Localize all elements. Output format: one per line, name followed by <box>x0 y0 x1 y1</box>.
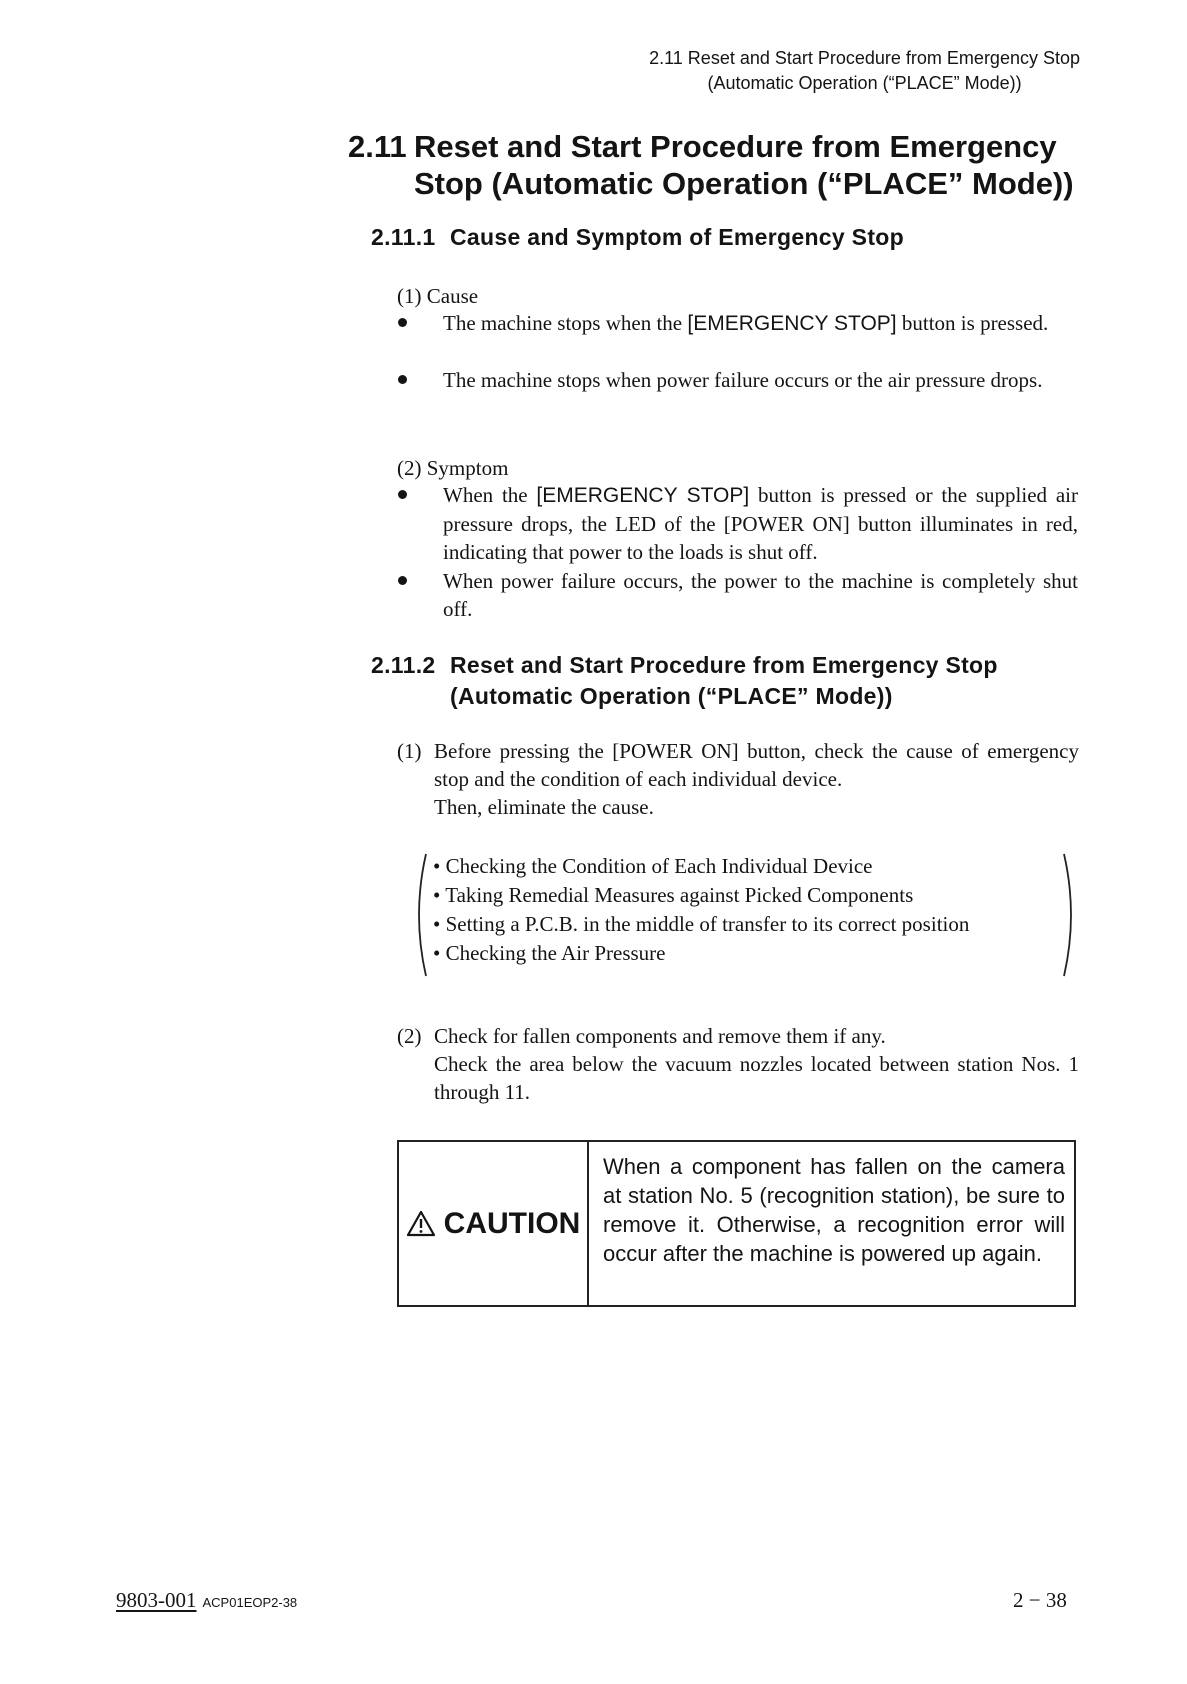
warning-triangle-icon <box>406 1210 436 1237</box>
left-bracket-icon <box>410 852 434 978</box>
emergency-stop-key: [EMERGENCY STOP] <box>536 484 750 507</box>
subsection-number-2: 2.11.2 <box>371 652 436 678</box>
running-header-line1: 2.11 Reset and Start Procedure from Emergency Stop <box>649 48 1080 68</box>
checklist-item: • Taking Remedial Measures against Picked Components <box>433 883 914 907</box>
running-header-line2: (Automatic Operation (“PLACE” Mode)) <box>707 73 1022 93</box>
subsection-title-2 <box>371 650 998 712</box>
checklist <box>410 852 1082 978</box>
cause-bullet-2: The machine stops when power failure occurs or the air pressure drops. <box>418 366 1078 394</box>
caution-text: When a component has fallen on the camera at station No. 5 (recognition station), be sure to remove it. Otherwise, a recognition error will occur after the machine is powered up again. <box>603 1154 1065 1266</box>
bullet-icon <box>398 490 407 499</box>
cause-bullet-1: The machine stops when the [EMERGENCY STOP] button is pressed. <box>418 309 1078 338</box>
step-2-text: Check for fallen components and remove them if any. <box>434 1024 886 1048</box>
section-title <box>348 128 1108 202</box>
doc-number: 9803-001 <box>116 1588 197 1612</box>
section-title-line1: Reset and Start Procedure from Emergency <box>414 129 1057 164</box>
cause-label: (1) Cause <box>397 284 479 308</box>
step-1-text2: Then, eliminate the cause. <box>434 795 654 819</box>
subsection-title-1-text: Cause and Symptom of Emergency Stop <box>450 224 904 250</box>
subsection-number-1: 2.11.1 <box>371 224 436 250</box>
doc-code: ACP01EOP2-38 <box>202 1595 298 1610</box>
checklist-item: • Checking the Condition of Each Individual Device <box>433 854 873 878</box>
checklist-item: • Checking the Air Pressure <box>433 941 666 965</box>
bullet-icon <box>398 375 407 384</box>
page-number: 2 − 38 <box>1013 1588 1067 1612</box>
caution-word: CAUTION <box>443 1206 581 1240</box>
step-2-text2: Check the area below the vacuum nozzles located between station Nos. 1 through 11. <box>434 1052 1079 1104</box>
bullet-icon <box>398 318 407 327</box>
right-bracket-icon <box>1058 852 1082 978</box>
caution-box <box>397 1140 1076 1307</box>
section-title-line2: Stop (Automatic Operation (“PLACE” Mode)) <box>414 166 1074 201</box>
step-1-text: Before pressing the [POWER ON] button, check the cause of emergency stop and the condition of each individual device. <box>434 739 1079 791</box>
symptom-label: (2) Symptom <box>397 456 509 480</box>
checklist-item: • Setting a P.C.B. in the middle of transfer to its correct position <box>433 912 970 936</box>
step-2-label: (2) <box>397 1024 422 1048</box>
step-2 <box>397 1022 1079 1106</box>
footer-doc-id <box>116 1588 297 1613</box>
step-1-label: (1) <box>397 739 422 763</box>
step-1 <box>397 737 1079 821</box>
subsection-title-1 <box>371 222 904 253</box>
symptom-bullet-2: When power failure occurs, the power to the machine is completely shut off. <box>418 567 1078 623</box>
section-number: 2.11 <box>348 129 407 164</box>
bullet-icon <box>398 576 407 585</box>
subsection-title-2-line1: Reset and Start Procedure from Emergency Stop <box>450 652 998 678</box>
emergency-stop-key: [EMERGENCY STOP] <box>687 312 897 335</box>
symptom-bullet-1: When the [EMERGENCY STOP] button is pressed or the supplied air pressure drops, the LED of the [POWER ON] button illuminates in red, indicating that power to the loads is shut off. <box>418 481 1078 566</box>
running-header <box>649 46 1080 96</box>
caution-label <box>399 1142 589 1305</box>
subsection-title-2-line2: (Automatic Operation (“PLACE” Mode)) <box>450 683 893 709</box>
